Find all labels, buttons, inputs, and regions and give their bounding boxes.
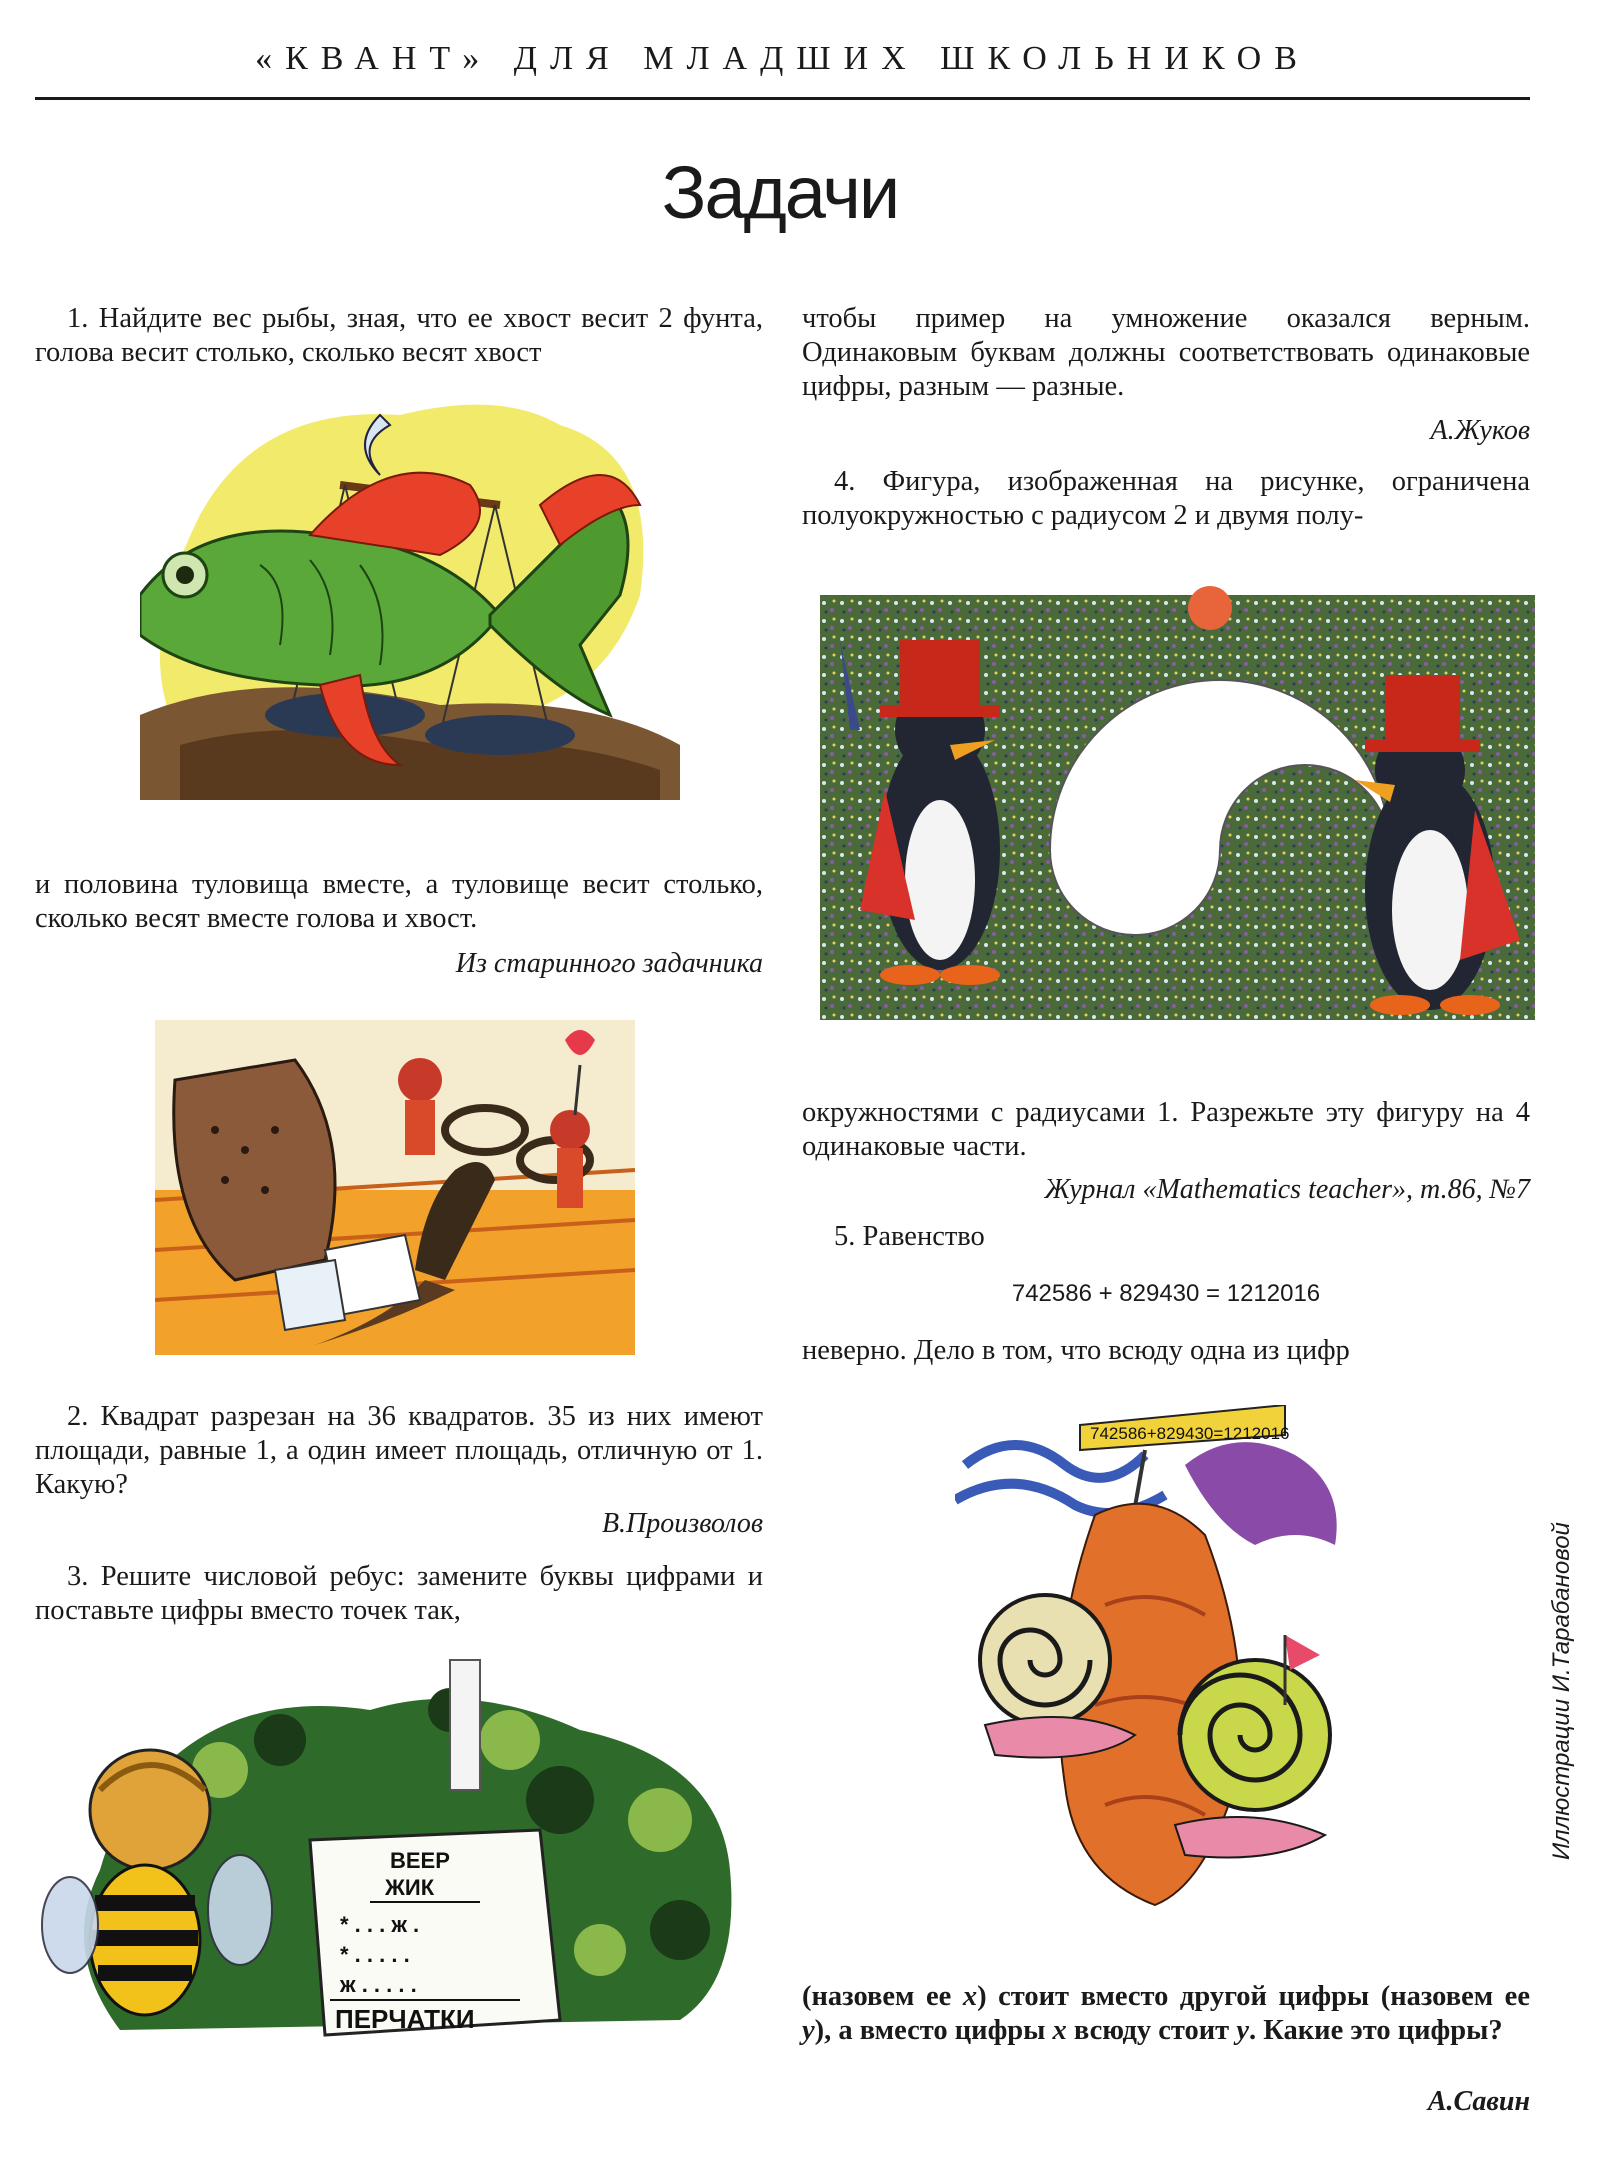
snail-sign-equation: 742586+829430=1212016 [1090, 1424, 1290, 1443]
problem-4-part-1: 4. Фигура, изображенная на рисунке, ограничена полуокружностью с радиусом 2 и двумя полу- [802, 466, 1530, 531]
variable-x: x [962, 1981, 978, 2012]
problem-2-source: В.Произволов [601, 1508, 763, 1539]
iron-and-scissors-illustration [155, 1020, 635, 1355]
problem-1-part-2: и половина туловища вместе, а туловище весит столько, сколько весят вместе голова и хвост. [35, 869, 763, 934]
page-title: Задачи [661, 151, 899, 234]
penguins-figure-illustration [820, 580, 1535, 1020]
problem-5-part-2: неверно. Дело в том, что всюду одна из цифр [802, 1335, 1350, 1366]
problem-4-part-2: окружностями с радиусами 1. Разрежьте эту фигуру на 4 одинаковые части. [802, 1097, 1530, 1162]
bee-puzzle-illustration [40, 1650, 740, 2045]
variable-y: y [802, 2015, 815, 2046]
puzzle-word-2: ЖИК [385, 1875, 435, 1900]
problem-1-part-1: 1. Найдите вес рыбы, зная, что ее хвост весит 2 фунта, голова весит столько, сколько весят хвост [35, 303, 763, 368]
illustration-credit: Иллюстрации И.Тарабановой [1548, 1522, 1575, 1860]
running-header: «КВАНТ» ДЛЯ МЛАДШИХ ШКОЛЬНИКОВ [255, 40, 1310, 77]
puzzle-result: ПЕРЧАТКИ [335, 2004, 475, 2034]
snails-tower-illustration [955, 1405, 1355, 1930]
puzzle-dots-row-1: * . . . ж . [340, 1912, 420, 1937]
problem-4-source: Журнал «Mathematics teacher», т.86, №7 [1044, 1174, 1530, 1205]
puzzle-word-1: ВЕЕР [390, 1848, 450, 1873]
puzzle-dots-row-3: ж . . . . . [340, 1972, 417, 1997]
problem-5-equation: 742586 + 829430 = 1212016 [1011, 1280, 1321, 1307]
problem-1-source: Из старинного задачника [455, 948, 763, 979]
problem-5-source: А.Савин [1427, 2086, 1530, 2117]
problem-3-part-2: чтобы пример на умножение оказался верным. Одинаковым буквам должны соответствовать одинаковые цифры, разным — разные. [802, 303, 1530, 402]
problem-5-part-1: 5. Равенство [834, 1221, 985, 1252]
problem-5-part-3: (назовем ее x) стоит вместо другой цифры (назовем ее y), а вместо цифры x всюду стоит y. Какие это цифры? [802, 1981, 1530, 2046]
fish-on-scales-illustration [140, 385, 680, 800]
puzzle-dots-row-2: * . . . . . [340, 1942, 410, 1967]
header-rule [35, 97, 1530, 100]
problem-2: 2. Квадрат разрезан на 36 квадратов. 35 из них имеют площади, равные 1, а один имеет площадь, отличную от 1. Какую? [35, 1401, 763, 1500]
problem-3-part-1: 3. Решите числовой ребус: замените буквы цифрами и поставьте цифры вместо точек так, [35, 1561, 763, 1626]
problem-3-source: А.Жуков [1430, 415, 1530, 446]
